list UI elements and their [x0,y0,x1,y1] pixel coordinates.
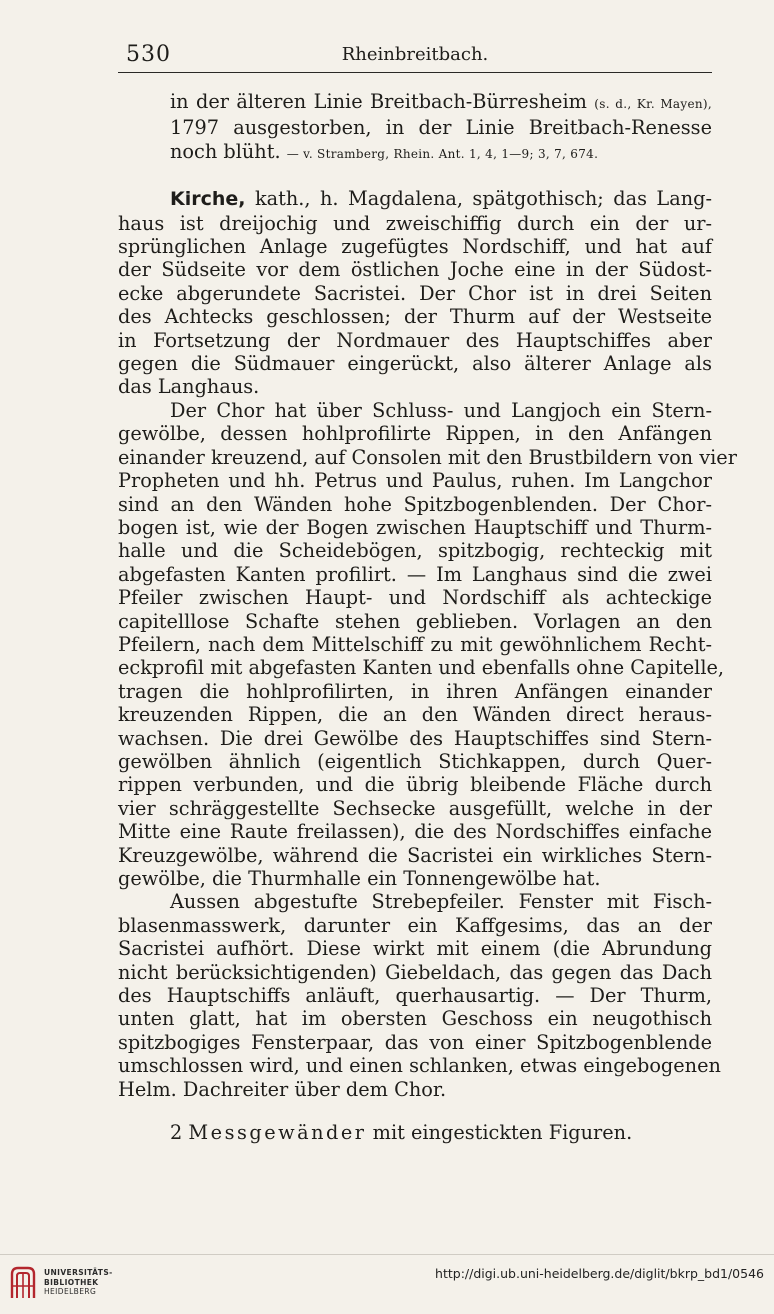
text-line: des Achtecks geschlossen; der Thurm auf der Westseite [118,305,712,329]
text-line: Kreuzgewölbe, während die Sacristei ein wirkliches Stern- [118,843,712,867]
text-line [118,1121,712,1144]
text-line: sind an den Wänden hohe Spitzbogenblenden. Der Chor- [118,492,712,516]
text-line: des Hauptschiffs anläuft, querhausartig. — Der Thurm, [118,984,712,1008]
text-line: Helm. Dachreiter über dem Chor. [118,1077,447,1101]
text-line: einander kreuzend, auf Consolen mit den Brustbildern von vier [118,445,737,469]
library-logo-text [44,1268,113,1297]
reference-note: (s. d., Kr. Mayen), [594,97,712,111]
text-segment: in der älteren Linie Breitbach-Bürresheim [170,90,587,113]
text-line: Aussen abgestufte Strebepfeiler. Fenster mit Fisch- [170,890,712,914]
heidelberg-library-logo-icon [8,1264,38,1302]
text-line: bogen ist, wie der Bogen zwischen Hauptschiff und Thurm- [118,515,712,539]
text-line: vier schräggestellte Sechsecke ausgefüllt, welche in der [118,796,712,820]
text-line: 1797 ausgestorben, in der Linie Breitbach-Renesse [170,116,712,140]
text-segment: noch blüht. [170,139,281,163]
item-count: 2 [170,1121,183,1145]
paragraph-chor [118,398,737,891]
paragraph-messgewaender [118,1121,712,1144]
running-title: Rheinbreitbach. [341,44,489,65]
paragraph-aussen [118,890,721,1101]
text-line: nicht berücksichtigenden) Giebeldach, das gegen das Dach [118,960,712,984]
logo-line: BIBLIOTHEK [44,1277,99,1287]
page-number: 530 [126,42,171,67]
library-logo[interactable] [8,1264,148,1304]
text-line: wachsen. Die drei Gewölbe des Hauptschiffes sind Stern- [118,726,712,750]
text-line: capitelllose Schafte stehen geblieben. Vorlagen an den [118,609,712,633]
text-line: blasenmasswerk, darunter ein Kaffgesims, das an der [118,913,712,937]
text-line: der Südseite vor dem östlichen Joche eine in der Südost- [118,258,712,282]
text-line: eckprofil mit abgefasten Kanten und ebenfalls ohne Capitelle, [118,656,725,680]
text-line: gewölben ähnlich (eigentlich Stichkappen, durch Quer- [118,749,712,773]
page-header [118,42,712,73]
paragraph-kirche [118,187,712,399]
text-line: umschlossen wird, und einen schlanken, etwas eingebogenen [118,1054,721,1078]
text-line: Sacristei aufhört. Diese wirkt mit einem (die Abrundung [118,937,712,961]
text-line: gegen die Südmauer eingerückt, also älterer Anlage als [118,352,712,376]
text-line: Pfeiler zwischen Haupt- und Nordschiff als achteckige [118,586,712,610]
text-line: das Langhaus. [118,375,260,399]
logo-line: HEIDELBERG [44,1287,97,1296]
spaced-term: Messgewänder [188,1121,367,1145]
text-line: sprünglichen Anlage zugefügtes Nordschiff, und hat auf [118,235,712,259]
text-line: Mitte eine Raute freilassen), die des Nordschiffes einfache [118,820,712,844]
section-heading: Kirche, [170,188,246,211]
page-content [118,90,737,1145]
text-line [170,140,712,166]
text-line: halle und die Scheidebögen, spitzbogig, rechteckig mit [118,539,712,563]
source-url-link[interactable]: http://digi.ub.uni-heidelberg.de/diglit/bkrp_bd1/0546 [435,1266,764,1281]
text-line: haus ist dreijochig und zweischiffig durch ein der ur- [118,211,712,235]
text-line: tragen die hohlprofilirten, in ihren Anfängen einander [118,679,712,703]
citation-note: — v. Stramberg, Rhein. Ant. 1, 4, 1—9; 3, 7, 674. [286,146,599,161]
text-line [170,90,712,116]
text-segment: kath., h. Magdalena, spätgothisch; das Lang- [254,187,712,211]
text-line [118,187,712,211]
text-line: gewölbe, dessen hohlprofilirte Rippen, in den Anfängen [118,422,712,446]
text-line: ecke abgerundete Sacristei. Der Chor ist in drei Seiten [118,281,712,305]
text-line: abgefasten Kanten profilirt. — Im Langhaus sind die zwei [118,562,712,586]
text-line: Propheten und hh. Petrus und Paulus, ruhen. Im Langchor [118,469,712,493]
logo-line: UNIVERSITÄTS- [44,1268,113,1277]
text-line: Pfeilern, nach dem Mittelschiff zu mit gewöhnlichem Recht- [118,632,712,656]
text-line: rippen verbunden, und die übrig bleibende Fläche durch [118,773,712,797]
text-line: kreuzenden Rippen, die an den Wänden direct heraus- [118,703,712,727]
text-line: gewölbe, die Thurmhalle ein Tonnengewölbe hat. [118,867,601,890]
text-line: unten glatt, hat im obersten Geschoss ein neugothisch [118,1007,712,1031]
text-line: spitzbogiges Fensterpaar, das von einer Spitzbogenblende [118,1030,712,1054]
text-line: in Fortsetzung der Nordmauer des Hauptschiffes aber [118,328,712,352]
footer-divider [0,1254,774,1255]
paragraph-lineage [118,90,712,166]
text-line: Der Chor hat über Schluss- und Langjoch ein Stern- [170,398,712,422]
text-segment: mit eingestickten Figuren. [372,1121,633,1145]
